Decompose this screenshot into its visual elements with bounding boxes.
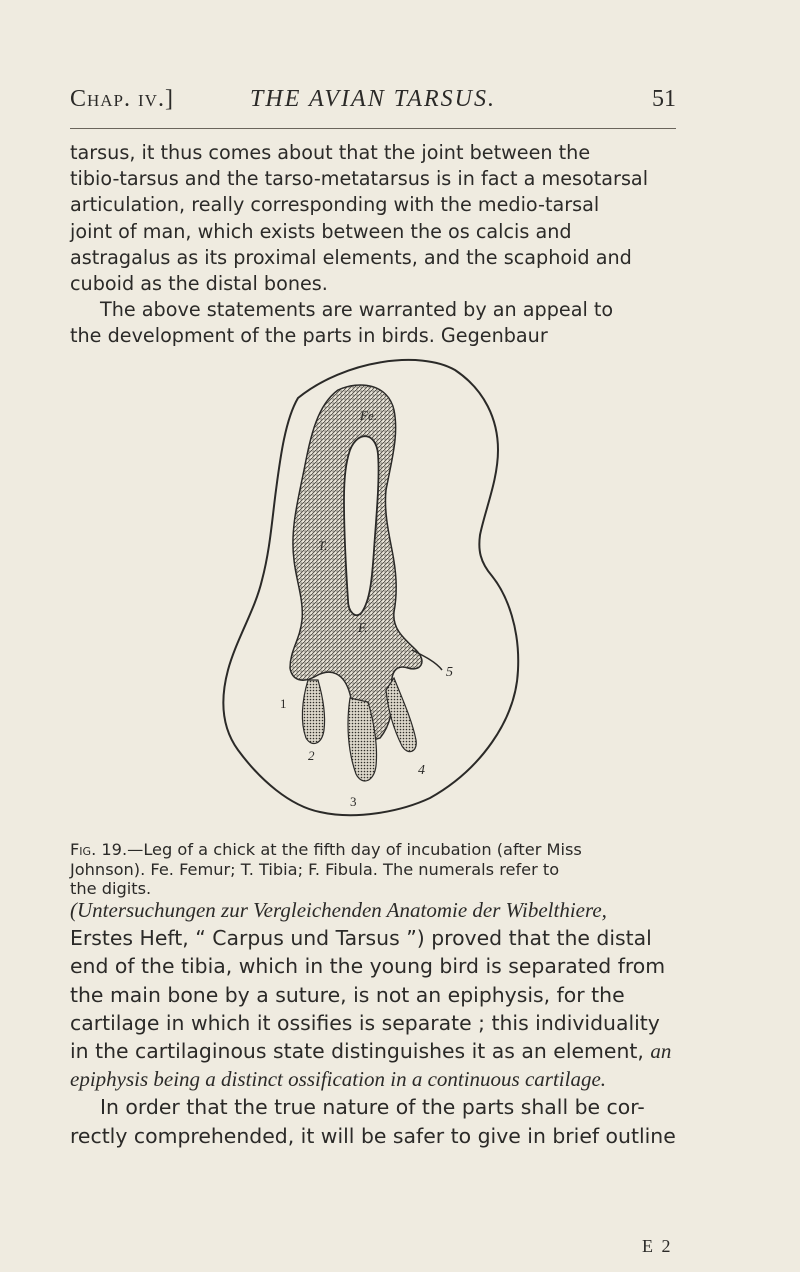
text-italic: an (650, 1039, 672, 1064)
text-line: the development of the parts in birds. Gegenbaur (70, 324, 548, 348)
text-line: tibio-tarsus and the tarso-metatarsus is in fact a mesotarsal (70, 167, 649, 191)
chapter-label: Chap. iv.] (70, 86, 174, 112)
running-head (70, 86, 676, 120)
label-t: T. (318, 538, 328, 553)
label-digit-5: 5 (446, 665, 453, 680)
running-title: THE AVIAN TARSUS. (250, 86, 496, 112)
label-f: F. (358, 620, 368, 635)
label-digit-1: 1 (280, 696, 287, 711)
text-line: (Untersuchungen zur Vergleichenden Anatomie der Wibelthiere, (70, 898, 607, 922)
text-line: tarsus, it thus comes about that the joint between the (70, 141, 591, 164)
text-line: epiphysis being a distinct ossification in a continuous cartilage. (70, 1067, 607, 1092)
caption-label: Fig. 19. (70, 840, 128, 859)
text-line: joint of man, which exists between the os calcis and (70, 219, 572, 243)
caption-text: —Leg of a chick at the fifth day of incubation (after Miss (127, 840, 582, 859)
caption-line: Johnson). Fe. Femur; T. Tibia; F. Fibula. The numerals refer to (70, 859, 560, 879)
text-line: The above statements are warranted by an appeal to (100, 298, 614, 322)
signature-mark: E 2 (642, 1236, 673, 1256)
digit-2 (302, 680, 324, 744)
chick-leg-figure (180, 350, 620, 840)
text-line: In order that the true nature of the parts shall be cor- (100, 1095, 645, 1120)
paragraph-1 (70, 140, 676, 350)
text-line: the main bone by a suture, is not an epiphysis, for the (70, 982, 625, 1007)
text-line: cartilage in which it ossifies is separate ; this individuality (70, 1010, 660, 1035)
text-line: cuboid as the distal bones. (70, 272, 328, 296)
text-line: articulation, really corresponding with the medio-tarsal (70, 193, 600, 217)
label-digit-4: 4 (418, 763, 425, 778)
text-line: rectly comprehended, it will be safer to give in brief outline (70, 1123, 676, 1148)
label-fe: Fe. (360, 408, 377, 423)
figure-caption (70, 840, 676, 899)
label-digit-2: 2 (308, 748, 315, 763)
label-digit-3: 3 (350, 794, 357, 809)
caption-line: the digits. (70, 879, 152, 898)
digit-4 (386, 678, 416, 752)
text-line: in the cartilaginous state distinguishes it as an element, (70, 1039, 644, 1064)
page-number: 51 (652, 86, 676, 112)
text-line: astragalus as its proximal elements, and the scaphoid and (70, 245, 632, 269)
header-rule (70, 128, 676, 129)
text-line: Erstes Heft, “ Carpus und Tarsus ”) proved that the distal (70, 926, 652, 951)
paragraph-3 (70, 896, 676, 1150)
text-line: end of the tibia, which in the young bird is separated from (70, 954, 666, 979)
